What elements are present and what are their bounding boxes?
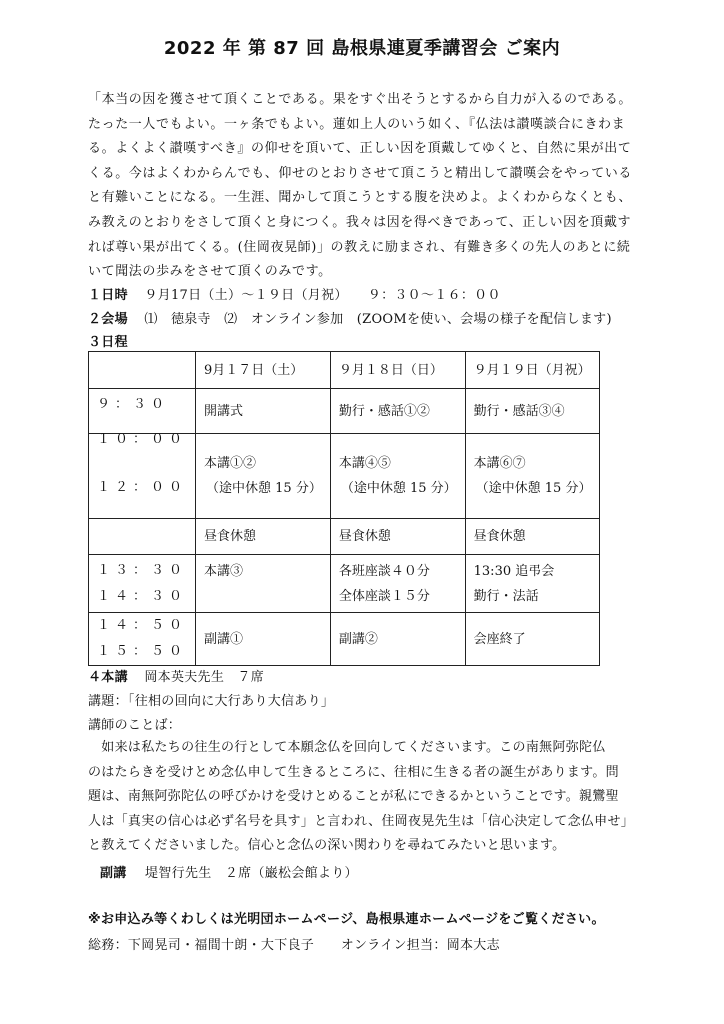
cell-line: 本講④⑤ <box>338 456 391 471</box>
time-end: １２：００ <box>97 480 188 495</box>
sub-lecture-heading: 副講 <box>100 866 127 881</box>
staff-line: 総務：下岡晃司・福間十朗・大下良子 オンライン担当：岡本大志 <box>88 938 500 953</box>
schedule-time-cell <box>89 555 196 613</box>
intro-line: たった一人でもよい。一ヶ条でもよい。蓮如上人のいう如く、『仏法は讃嘆談合にきわま <box>88 116 626 132</box>
time-start: １４：５０ <box>97 618 188 633</box>
section-lecture-heading: ４本講 <box>88 670 128 685</box>
schedule-cell <box>330 555 465 613</box>
schedule-cell: 副講① <box>196 613 331 666</box>
time-end: １５：５０ <box>97 644 188 659</box>
section-date-heading: １日時 <box>88 288 128 303</box>
time-start: １０：００ <box>97 432 188 447</box>
schedule-cell: 昼食休憩 <box>330 519 465 555</box>
lecture-line: と教えてくださいました。信心と念仏の深い関わりを尋ねてみたいと思います。 <box>88 838 566 853</box>
section-schedule <box>88 331 128 350</box>
schedule-row <box>89 519 600 555</box>
section-lecture <box>88 666 264 685</box>
schedule-cell: 昼食休憩 <box>196 519 331 555</box>
cell-line: 勤行・法話 <box>473 588 539 604</box>
cell-line: （途中休憩 15 分） <box>475 481 592 496</box>
schedule-cell <box>196 434 331 519</box>
sub-lecture <box>100 862 358 881</box>
lecture-line: 如来は私たちの往生の行として本願念仏を回向してくださいます。この南無阿弥陀仏 <box>88 740 606 755</box>
cell-line: 本講⑥⑦ <box>473 456 526 471</box>
schedule-cell: 昼食休憩 <box>465 519 600 555</box>
lecture-line: 題は、南無阿弥陀仏の呼びかけを受けとめることが私にできるかということです。親鸞聖 <box>88 789 619 804</box>
section-date <box>88 284 501 303</box>
lecture-body <box>88 736 648 859</box>
schedule-day-header: ９月１８日（日） <box>330 352 465 389</box>
schedule-cell <box>465 434 600 519</box>
schedule-cell: 副講② <box>330 613 465 666</box>
cell-line: 13:30 追弔会 <box>473 563 555 579</box>
schedule-table <box>88 351 600 666</box>
intro-line: いて聞法の歩みをさせて頂くのみです。 <box>88 264 332 280</box>
sub-lecture-text: 堤智行先生 ２席（巌松会館より） <box>145 866 358 881</box>
schedule-day-header: ９月１９日（月祝） <box>465 352 600 389</box>
intro-line: み教えのとおりをさして頂くと身につく。我々は因を得べきであって、正しい因を頂戴す <box>88 214 632 230</box>
schedule-row <box>89 434 600 519</box>
time-start: ９：３０ <box>97 397 170 412</box>
notice: ※お申込み等くわしくは光明団ホームページ、島根県連ホームページをご覧ください。 <box>88 912 605 927</box>
cell-line: （途中休憩 15 分） <box>340 481 457 496</box>
section-venue <box>88 308 612 327</box>
schedule-cell: 開講式 <box>196 389 331 434</box>
intro-paragraph <box>88 88 650 285</box>
cell-line: 本講③ <box>204 564 244 579</box>
schedule-cell: 勤行・感話③④ <box>465 389 600 434</box>
schedule-time-cell <box>89 434 196 519</box>
schedule-cell <box>330 434 465 519</box>
schedule-cell <box>465 555 600 613</box>
schedule-header-row <box>89 352 600 389</box>
schedule-cell <box>196 555 331 613</box>
schedule-row <box>89 613 600 666</box>
time-start: １３：３０ <box>97 562 188 578</box>
schedule-corner-cell <box>89 352 196 389</box>
lecture-line: のはたらきを受けとめ念仏申して生きるところに、往相に生きる者の誕生があります。問 <box>88 764 619 780</box>
section-date-text: ９月17日（土）～１９日（月祝） ９：３０～１６：００ <box>144 288 501 303</box>
schedule-cell: 会座終了 <box>465 613 600 666</box>
intro-line: 「本当の因を獲させて頂くことである。果をすぐ出そうとするから自力が入るのである。 <box>88 92 633 107</box>
schedule-day-header: 9月１７日（土） <box>196 352 331 389</box>
intro-line: る。よくよく讃嘆すべき』の仰せを頂いて、正しい因を頂戴してゆくと、自然に果が出て <box>88 141 632 157</box>
schedule-cell: 勤行・感話①② <box>330 389 465 434</box>
intro-line: れば尊い果が出てくる。(住岡夜晃師)」の教えに励まされ、有難き多くの先人のあとに続 <box>88 239 631 255</box>
time-end: １４：３０ <box>97 588 188 604</box>
cell-line: 本講①② <box>204 456 257 471</box>
lecture-theme: 講題：「往相の回向に大行あり大信あり」 <box>88 694 335 709</box>
section-venue-heading: ２会場 <box>88 312 128 327</box>
schedule-time-cell <box>89 613 196 666</box>
page-title: 2022 年 第 87 回 島根県連夏季講習会 ご案内 <box>163 38 561 59</box>
intro-line: と有難いことになる。一生涯、聞かして頂こうとする腹を決めよ。よくわからなくとも、 <box>88 190 633 206</box>
cell-line: （途中休憩 15 分） <box>206 481 322 496</box>
lecture-line: 人は「真実の信心は必ず名号を具す」と言われ、住岡夜晃先生は「信心決定して念仏申せ」 <box>88 813 635 829</box>
cell-line: 各班座談４０分 <box>338 563 430 579</box>
intro-line: くる。今はよくわからんでも、仰せのとおりさせて頂こうと精出して讃嘆会をやっている <box>88 165 633 181</box>
section-schedule-heading: ３日程 <box>88 335 128 350</box>
section-lecture-text: 岡本英夫先生 ７席 <box>144 670 265 685</box>
schedule-row <box>89 555 600 613</box>
lecturer-words-label: 講師のことば： <box>88 718 182 733</box>
cell-line: 全体座談１５分 <box>338 588 430 604</box>
section-venue-text: ⑴ 徳泉寺 ⑵ オンライン参加 (ZOOMを使い、会場の様子を配信します) <box>144 312 612 327</box>
schedule-time-cell <box>89 519 196 555</box>
